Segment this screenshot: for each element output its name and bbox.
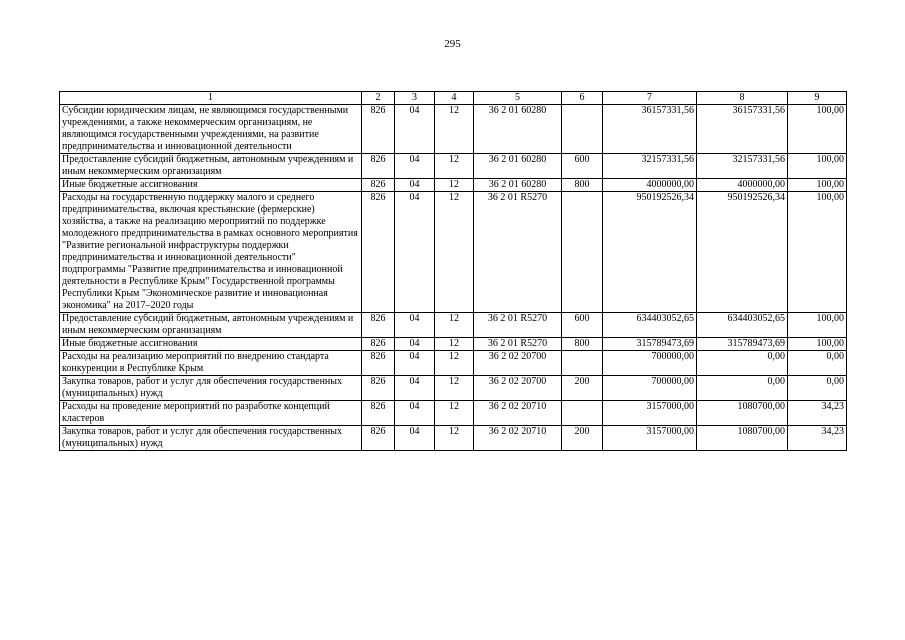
target-article-cell: 36 2 01 60280 (474, 154, 562, 179)
expense-name-cell: Субсидии юридическим лицам, не являющимся государственными учреждениями, а также некоммерческим организациям, не являющимся государственными учреждениями, на развитие предпринимательства и инновационной деятельности (60, 105, 362, 154)
column-header: 5 (474, 92, 562, 105)
expense-type-cell: 800 (562, 338, 603, 351)
planned-amount-cell: 3157000,00 (603, 426, 697, 451)
table-row (60, 401, 847, 426)
ministry-code-cell: 826 (362, 426, 395, 451)
section-code-cell: 04 (395, 426, 435, 451)
executed-amount-cell: 36157331,56 (697, 105, 788, 154)
target-article-cell: 36 2 01 R5270 (474, 338, 562, 351)
expense-type-cell: 600 (562, 154, 603, 179)
execution-percent-cell: 100,00 (788, 105, 847, 154)
ministry-code-cell: 826 (362, 105, 395, 154)
ministry-code-cell: 826 (362, 192, 395, 313)
section-code-cell: 04 (395, 313, 435, 338)
target-article-cell: 36 2 01 R5270 (474, 313, 562, 338)
execution-percent-cell: 34,23 (788, 426, 847, 451)
section-code-cell: 04 (395, 179, 435, 192)
section-code-cell: 04 (395, 401, 435, 426)
target-article-cell: 36 2 01 60280 (474, 179, 562, 192)
executed-amount-cell: 950192526,34 (697, 192, 788, 313)
expense-type-cell: 800 (562, 179, 603, 192)
section-code-cell: 04 (395, 154, 435, 179)
column-header: 1 (60, 92, 362, 105)
execution-percent-cell: 34,23 (788, 401, 847, 426)
execution-percent-cell: 100,00 (788, 179, 847, 192)
page-number: 295 (444, 38, 461, 50)
planned-amount-cell: 4000000,00 (603, 179, 697, 192)
section-code-cell: 04 (395, 105, 435, 154)
execution-percent-cell: 100,00 (788, 338, 847, 351)
expense-name-cell: Предоставление субсидий бюджетным, автономным учреждениям и иным некоммерческим организациям (60, 313, 362, 338)
expense-name-cell: Иные бюджетные ассигнования (60, 338, 362, 351)
executed-amount-cell: 32157331,56 (697, 154, 788, 179)
execution-percent-cell: 100,00 (788, 192, 847, 313)
table-row (60, 192, 847, 313)
target-article-cell: 36 2 02 20710 (474, 401, 562, 426)
table-row (60, 338, 847, 351)
expense-name-cell: Расходы на государственную поддержку малого и среднего предпринимательства, включая крестьянские (фермерские) хозяйства, а также на реализацию мероприятий по поддержке молодежного предпринимательства в рамках основного мероприятия "Развитие региональной инфраструктуры поддержки предпринимательства и инновационной деятельности" подпрограммы "Развитие предпринимательства и инновационной деятельности в Республике Крым" Государственной программы Республики Крым "Экономическое развитие и инновационная экономика" на 2017–2020 годы (60, 192, 362, 313)
column-number-header-row (60, 92, 847, 105)
table-row (60, 426, 847, 451)
subsection-code-cell: 12 (435, 179, 474, 192)
ministry-code-cell: 826 (362, 154, 395, 179)
planned-amount-cell: 315789473,69 (603, 338, 697, 351)
planned-amount-cell: 3157000,00 (603, 401, 697, 426)
expense-type-cell (562, 105, 603, 154)
planned-amount-cell: 32157331,56 (603, 154, 697, 179)
column-header: 3 (395, 92, 435, 105)
section-code-cell: 04 (395, 351, 435, 376)
subsection-code-cell: 12 (435, 401, 474, 426)
ministry-code-cell: 826 (362, 351, 395, 376)
column-header: 6 (562, 92, 603, 105)
budget-table (59, 91, 847, 451)
ministry-code-cell: 826 (362, 376, 395, 401)
expense-name-cell: Расходы на проведение мероприятий по разработке концепций кластеров (60, 401, 362, 426)
column-header: 2 (362, 92, 395, 105)
column-header: 8 (697, 92, 788, 105)
target-article-cell: 36 2 02 20710 (474, 426, 562, 451)
executed-amount-cell: 1080700,00 (697, 426, 788, 451)
subsection-code-cell: 12 (435, 105, 474, 154)
subsection-code-cell: 12 (435, 426, 474, 451)
executed-amount-cell: 1080700,00 (697, 401, 788, 426)
executed-amount-cell: 0,00 (697, 351, 788, 376)
section-code-cell: 04 (395, 192, 435, 313)
executed-amount-cell: 4000000,00 (697, 179, 788, 192)
expense-name-cell: Иные бюджетные ассигнования (60, 179, 362, 192)
planned-amount-cell: 700000,00 (603, 351, 697, 376)
target-article-cell: 36 2 02 20700 (474, 376, 562, 401)
planned-amount-cell: 634403052,65 (603, 313, 697, 338)
subsection-code-cell: 12 (435, 338, 474, 351)
planned-amount-cell: 700000,00 (603, 376, 697, 401)
expense-name-cell: Закупка товаров, работ и услуг для обеспечения государственных (муниципальных) нужд (60, 426, 362, 451)
subsection-code-cell: 12 (435, 192, 474, 313)
expense-type-cell (562, 192, 603, 313)
subsection-code-cell: 12 (435, 313, 474, 338)
expense-name-cell: Закупка товаров, работ и услуг для обеспечения государственных (муниципальных) нужд (60, 376, 362, 401)
execution-percent-cell: 100,00 (788, 154, 847, 179)
executed-amount-cell: 0,00 (697, 376, 788, 401)
table-row (60, 105, 847, 154)
expense-type-cell: 200 (562, 376, 603, 401)
target-article-cell: 36 2 01 60280 (474, 105, 562, 154)
column-header: 4 (435, 92, 474, 105)
expense-name-cell: Предоставление субсидий бюджетным, автономным учреждениям и иным некоммерческим организациям (60, 154, 362, 179)
column-header: 7 (603, 92, 697, 105)
ministry-code-cell: 826 (362, 313, 395, 338)
execution-percent-cell: 0,00 (788, 376, 847, 401)
expense-type-cell: 600 (562, 313, 603, 338)
ministry-code-cell: 826 (362, 179, 395, 192)
column-header: 9 (788, 92, 847, 105)
table-row (60, 154, 847, 179)
subsection-code-cell: 12 (435, 351, 474, 376)
table-row (60, 179, 847, 192)
execution-percent-cell: 100,00 (788, 313, 847, 338)
expense-name-cell: Расходы на реализацию мероприятий по внедрению стандарта конкуренции в Республике Крым (60, 351, 362, 376)
subsection-code-cell: 12 (435, 376, 474, 401)
ministry-code-cell: 826 (362, 401, 395, 426)
table-row (60, 376, 847, 401)
table-row (60, 313, 847, 338)
subsection-code-cell: 12 (435, 154, 474, 179)
expense-type-cell (562, 401, 603, 426)
section-code-cell: 04 (395, 376, 435, 401)
executed-amount-cell: 315789473,69 (697, 338, 788, 351)
executed-amount-cell: 634403052,65 (697, 313, 788, 338)
expense-type-cell (562, 351, 603, 376)
table-row (60, 351, 847, 376)
section-code-cell: 04 (395, 338, 435, 351)
planned-amount-cell: 950192526,34 (603, 192, 697, 313)
planned-amount-cell: 36157331,56 (603, 105, 697, 154)
ministry-code-cell: 826 (362, 338, 395, 351)
expense-type-cell: 200 (562, 426, 603, 451)
table-body (60, 105, 847, 451)
target-article-cell: 36 2 02 20700 (474, 351, 562, 376)
target-article-cell: 36 2 01 R5270 (474, 192, 562, 313)
execution-percent-cell: 0,00 (788, 351, 847, 376)
